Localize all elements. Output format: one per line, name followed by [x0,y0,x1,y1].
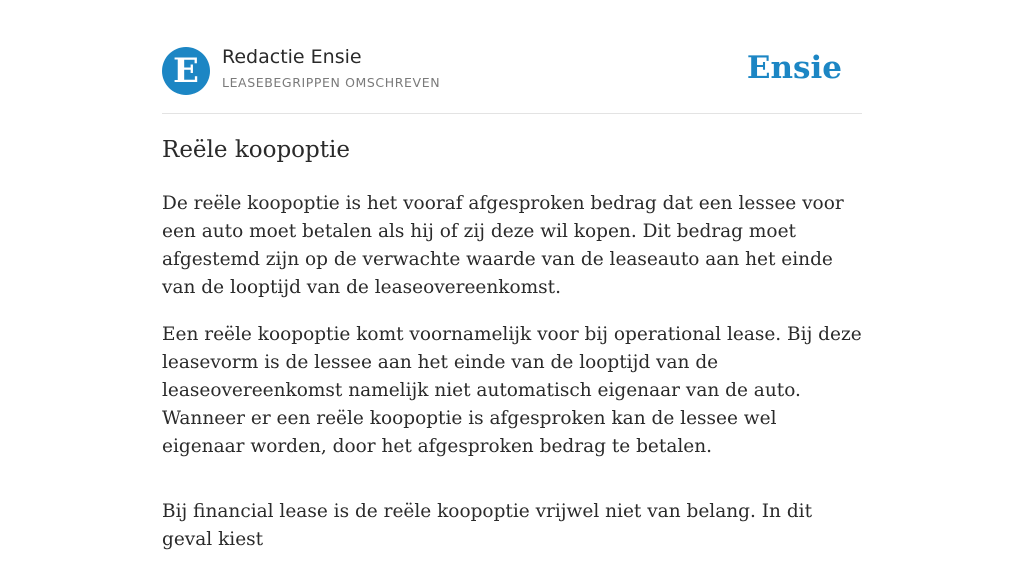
brand-logo[interactable]: Ensie [746,50,842,86]
author-name[interactable]: Redactie Ensie [222,46,362,68]
paragraph-2: Een reële koopoptie komt voornamelijk voor bij operational lease. Bij deze leasevorm is de lessee aan het einde van de looptijd van de leaseovereenkomst namelijk niet automatisch eigenaar van de auto. Wanneer er een reële koopoptie is afgesproken kan de lessee wel eigenaar worden, door het afgesproken bedrag te betalen. [162,324,862,457]
paragraph-1: De reële koopoptie is het vooraf afgesproken bedrag dat een lessee voor een auto moet betalen als hij of zij deze wil kopen. Dit bedrag moet afgestemd zijn op de verwachte waarde van de leaseauto aan het einde van de looptijd van de leaseovereenkomst. [162,193,844,298]
header-divider [162,113,862,114]
author-avatar[interactable]: E [162,47,210,95]
article-body [162,190,864,573]
collection-subtitle[interactable]: LEASEBEGRIPPEN OMSCHREVEN [222,75,441,90]
article-title: Reële koopoptie [162,137,350,163]
article-header [162,46,862,96]
paragraph-3: Bij financial lease is de reële koopoptie vrijwel niet van belang. In dit geval kiest [162,501,813,550]
